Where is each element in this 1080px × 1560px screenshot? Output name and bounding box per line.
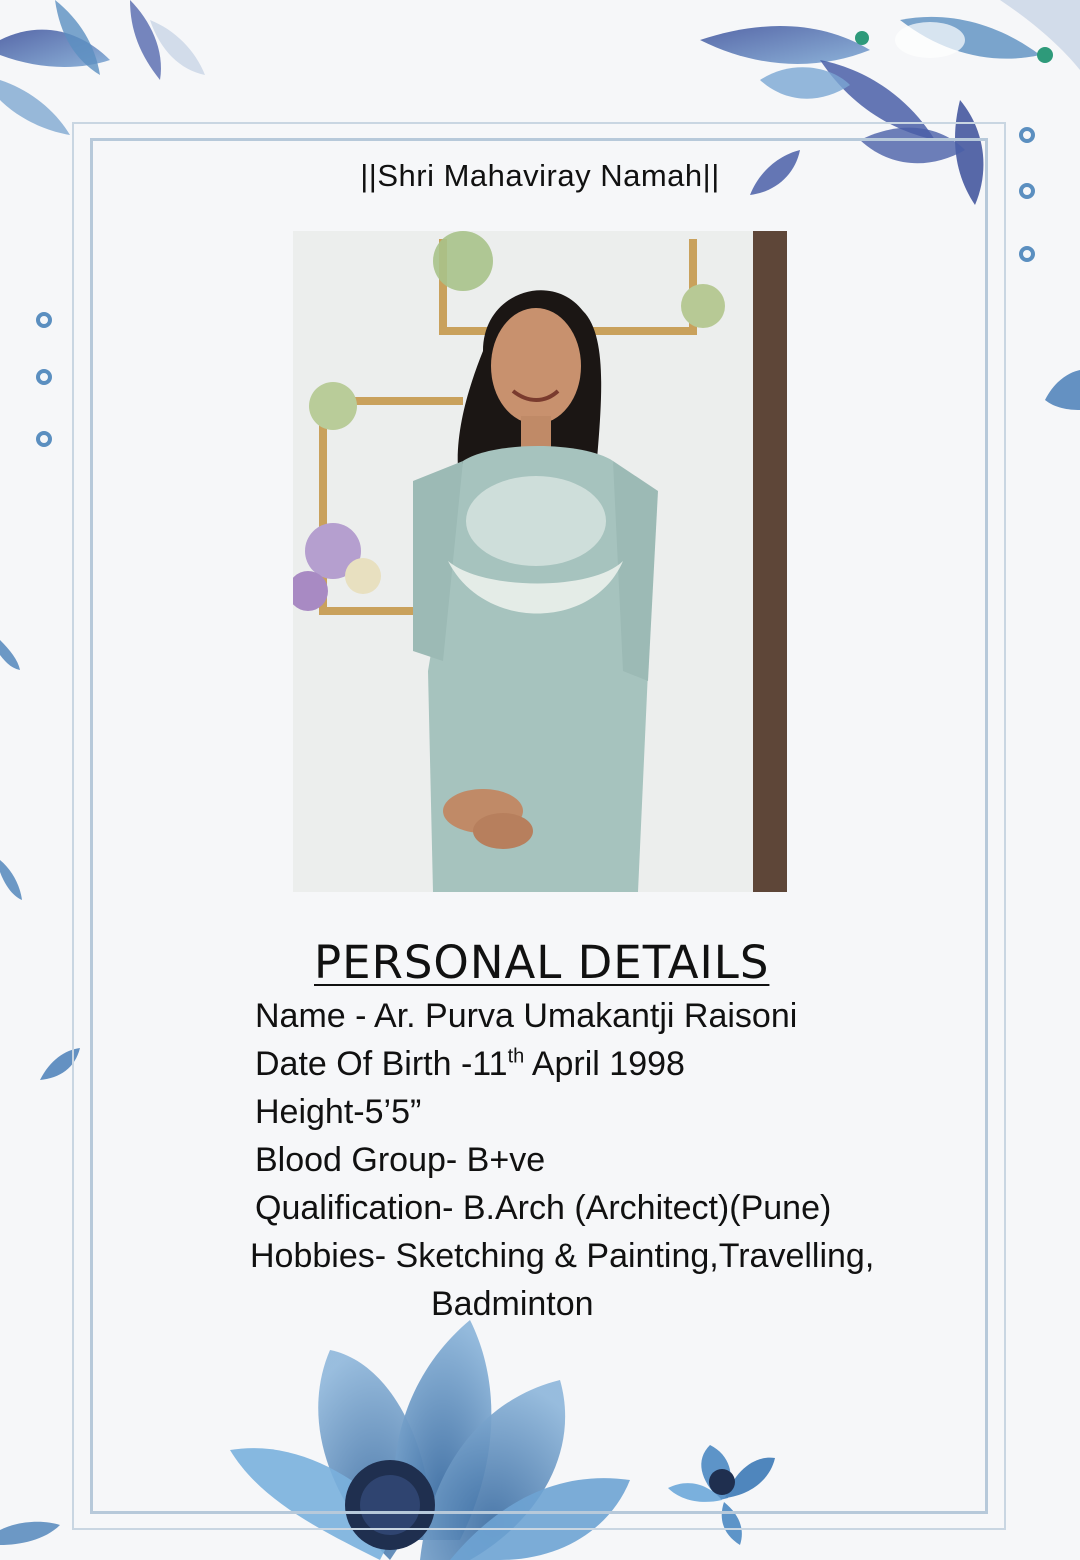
detail-hobbies: Hobbies- Sketching & Painting,Travelling, xyxy=(250,1237,875,1275)
dob-prefix: Date Of Birth -11 xyxy=(255,1045,508,1083)
detail-qualification: Qualification- B.Arch (Architect)(Pune) xyxy=(255,1189,832,1227)
profile-photo xyxy=(293,231,787,892)
profile-photo-icon xyxy=(293,231,787,892)
leaf-cluster-top-left xyxy=(0,0,205,135)
section-title: PERSONAL DETAILS xyxy=(314,936,770,989)
dot-column-left xyxy=(38,314,50,445)
detail-date-of-birth xyxy=(255,1045,685,1084)
invocation-heading: ||Shri Mahaviray Namah|| xyxy=(360,158,720,193)
detail-name: Name - Ar. Purva Umakantji Raisoni xyxy=(255,997,798,1035)
dob-suffix: April 1998 xyxy=(524,1045,685,1083)
dob-ordinal: th xyxy=(507,1045,525,1068)
detail-height: Height-5’5” xyxy=(255,1093,422,1131)
detail-hobbies-continued: Badminton xyxy=(431,1285,594,1323)
dot-column-right xyxy=(1021,129,1033,260)
detail-blood-group: Blood Group- B+ve xyxy=(255,1141,546,1179)
